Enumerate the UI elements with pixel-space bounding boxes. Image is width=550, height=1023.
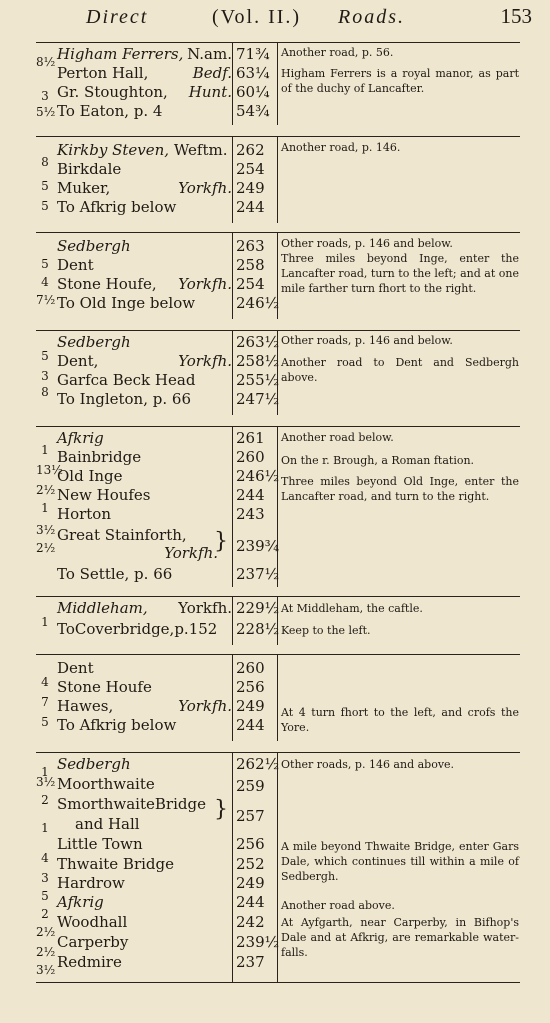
place-row: To Eaton, p. 4 (57, 102, 163, 120)
note: Three miles beyond Inge, enter the Lancafter road, turn to the left; and at one mile farther turn fhort to the right. (281, 252, 519, 295)
brace-glyph: } (214, 529, 228, 554)
distance: 3½ (36, 963, 56, 977)
distance: 1 (41, 443, 49, 457)
place-row: Birkdale (57, 160, 122, 178)
distance: 3½ (36, 523, 56, 537)
header-volume: (Vol. II.) (212, 6, 302, 28)
mileage: 260 (236, 448, 265, 466)
distance: 1 (41, 765, 49, 779)
note: At Middleham, the caftle. (281, 602, 423, 615)
distance: 5 (41, 889, 49, 903)
place-row: Sedbergh (57, 333, 131, 351)
distance: 3½ (36, 775, 56, 789)
route-block (36, 752, 520, 983)
note: Other roads, p. 146 and above. (281, 758, 455, 771)
place-row: Little Town (57, 835, 143, 853)
note: A mile beyond Thwaite Bridge, enter Gars Dale, which continues till within a mile of Sedbergh. (281, 840, 519, 883)
route-block (36, 654, 520, 741)
brace-glyph: } (214, 797, 228, 822)
distance: 5 (41, 179, 49, 193)
place-row: Middleham, Yorkfh. (57, 599, 232, 617)
place-row: Hardrow (57, 874, 125, 892)
mileage: 257 (236, 807, 265, 825)
place-row: To Afkrig below (57, 198, 177, 216)
header-right: Roads. (338, 6, 405, 28)
mileage: 63¼ (236, 64, 270, 82)
distance: 4 (41, 275, 49, 289)
place-row: To Old Inge below (57, 294, 196, 312)
mileage: 244 (236, 893, 265, 911)
place-row: Moorthwaite (57, 775, 155, 793)
mileage: 260 (236, 659, 265, 677)
header-left: Direct (86, 6, 149, 28)
route-block (36, 42, 520, 125)
mileage: 263½ (236, 333, 280, 351)
distance: 5 (41, 199, 49, 213)
distance: 7½ (36, 293, 56, 307)
mileage: 237½ (236, 565, 280, 583)
place-row: ToCoverbridge,p.152 (57, 620, 218, 638)
mileage: 244 (236, 716, 265, 734)
place-row: Kirkby Steven, Weftm. (57, 141, 228, 159)
mileage: 71¾ (236, 45, 270, 63)
mileage: 258 (236, 256, 265, 274)
note: Higham Ferrers is a royal manor, as part of the duchy of Lancafter. (281, 67, 519, 95)
place-row: Thwaite Bridge (57, 855, 174, 873)
place-row: Great Stainforth, (57, 526, 187, 544)
mileage: 262 (236, 141, 265, 159)
mileage: 243 (236, 505, 265, 523)
place-row: Stone Houfe (57, 678, 152, 696)
mileage: 247½ (236, 390, 280, 408)
distance: 2 (41, 793, 49, 807)
distance: 1 (41, 501, 49, 515)
note: Another road below. (281, 431, 394, 444)
distance: 8 (41, 385, 49, 399)
mileage: 258½ (236, 352, 280, 370)
note: Other roads, p. 146 and below. (281, 237, 453, 250)
place-row: SmorthwaiteBridge (57, 795, 206, 813)
place-row: Muker, Yorkfh. (57, 179, 232, 197)
mileage: 263 (236, 237, 265, 255)
distance: 3 (41, 369, 49, 383)
mileage: 242 (236, 913, 265, 931)
mileage: 252 (236, 855, 265, 873)
place-row: Carperby (57, 933, 129, 951)
route-block (36, 136, 520, 223)
note: On the r. Brough, a Roman ftation. (281, 454, 475, 467)
note: Three miles beyond Old Inge, enter the Lancafter road, and turn to the right. (281, 475, 519, 503)
place-row: Stone Houfe, Yorkfh. (57, 275, 232, 293)
distance: 5½ (36, 105, 56, 119)
mileage: 254 (236, 275, 265, 293)
note: Another road, p. 146. (281, 141, 401, 154)
distance: 5 (41, 257, 49, 271)
place-row: Bainbridge (57, 448, 142, 466)
route-block (36, 330, 520, 415)
mileage: 54¾ (236, 102, 270, 120)
place-row: Dent (57, 659, 94, 677)
mileage: 254 (236, 160, 265, 178)
note: Another road, p. 56. (281, 46, 394, 59)
route-block (36, 596, 520, 645)
distance: 8 (41, 155, 49, 169)
distance: 2½ (36, 541, 56, 555)
place-row: To Ingleton, p. 66 (57, 390, 191, 408)
distance: 7 (41, 695, 49, 709)
mileage: 261 (236, 429, 265, 447)
mileage: 229½ (236, 599, 280, 617)
mileage: 60¼ (236, 83, 270, 101)
place-row: Higham Ferrers, N.am. (57, 45, 232, 63)
distance: 1 (41, 615, 49, 629)
distance: 3 (41, 871, 49, 885)
mileage: 256 (236, 678, 265, 696)
note: At 4 turn fhort to the left, and crofs the Yore. (281, 706, 519, 734)
mileage: 259 (236, 777, 265, 795)
mileage: 244 (236, 486, 265, 504)
mileage: 239¾ (236, 537, 280, 555)
note: Another road to Dent and Sedbergh above. (281, 356, 519, 384)
distance: 2½ (36, 945, 56, 959)
distance: 1 (41, 821, 49, 835)
place-row: Perton Hall, Bedf. (57, 64, 232, 82)
running-header (0, 0, 550, 40)
mileage: 246½ (236, 467, 280, 485)
place-row: Sedbergh (57, 755, 131, 773)
mileage: 246½ (236, 294, 280, 312)
place-row: Afkrig (57, 893, 104, 911)
distance: 13½ (36, 463, 63, 477)
note: Other roads, p. 146 and below. (281, 334, 453, 347)
place-row: To Settle, p. 66 (57, 565, 173, 583)
mileage: 244 (236, 198, 265, 216)
bottom-rule (36, 982, 520, 983)
route-block (36, 232, 520, 319)
mileage: 249 (236, 697, 265, 715)
place-row: Dent (57, 256, 94, 274)
place-row: Sedbergh (57, 237, 131, 255)
distance: 2½ (36, 483, 56, 497)
route-block: 1 13½ 2½ 1 3½ 2½ Afkrig Bainbridge Old Inge New Houfes Horton Great Stainforth, Yorkfh. } To Settle, p. 66 261 260 246½ 244 243 239¾ 237½ Another road below. On the r. Brough, a Roman ftation. Three miles beyond Old Inge, enter the Lancafter road, and turn to the right. (36, 426, 520, 587)
mileage: 239½ (236, 933, 280, 951)
place-row: Woodhall (57, 913, 128, 931)
note: Keep to the left. (281, 624, 371, 637)
mileage: 256 (236, 835, 265, 853)
place-row: Afkrig (57, 429, 104, 447)
place-row: To Afkrig below (57, 716, 177, 734)
place-row: and Hall (75, 815, 140, 833)
distance: 8½ (36, 55, 56, 69)
place-row: Redmire (57, 953, 122, 971)
mileage: 262½ (236, 755, 280, 773)
place-row: New Houfes (57, 486, 151, 504)
place-row: Horton (57, 505, 112, 523)
distance: 3 (41, 89, 49, 103)
place-row: Hawes, Yorkfh. (57, 697, 232, 715)
distance: 5 (41, 349, 49, 363)
place-row: Garfca Beck Head (57, 371, 196, 389)
place-row: Dent, Yorkfh. (57, 352, 232, 370)
place-row: Gr. Stoughton, Hunt. (57, 83, 232, 101)
distance: 2 (41, 907, 49, 921)
mileage: 249 (236, 179, 265, 197)
place-row: Old Inge (57, 467, 123, 485)
note: At Ayfgarth, near Carperby, in Bifhop's Dale and at Afkrig, are remarkable water-falls. (281, 916, 519, 959)
mileage: 228½ (236, 620, 280, 638)
distance: 4 (41, 675, 49, 689)
mileage: 255½ (236, 371, 280, 389)
mileage: 237 (236, 953, 265, 971)
mileage: 249 (236, 874, 265, 892)
distance: 2½ (36, 925, 56, 939)
distance: 4 (41, 851, 49, 865)
note: Another road above. (281, 899, 395, 912)
page-number: 153 (500, 4, 532, 28)
distance: 5 (41, 715, 49, 729)
